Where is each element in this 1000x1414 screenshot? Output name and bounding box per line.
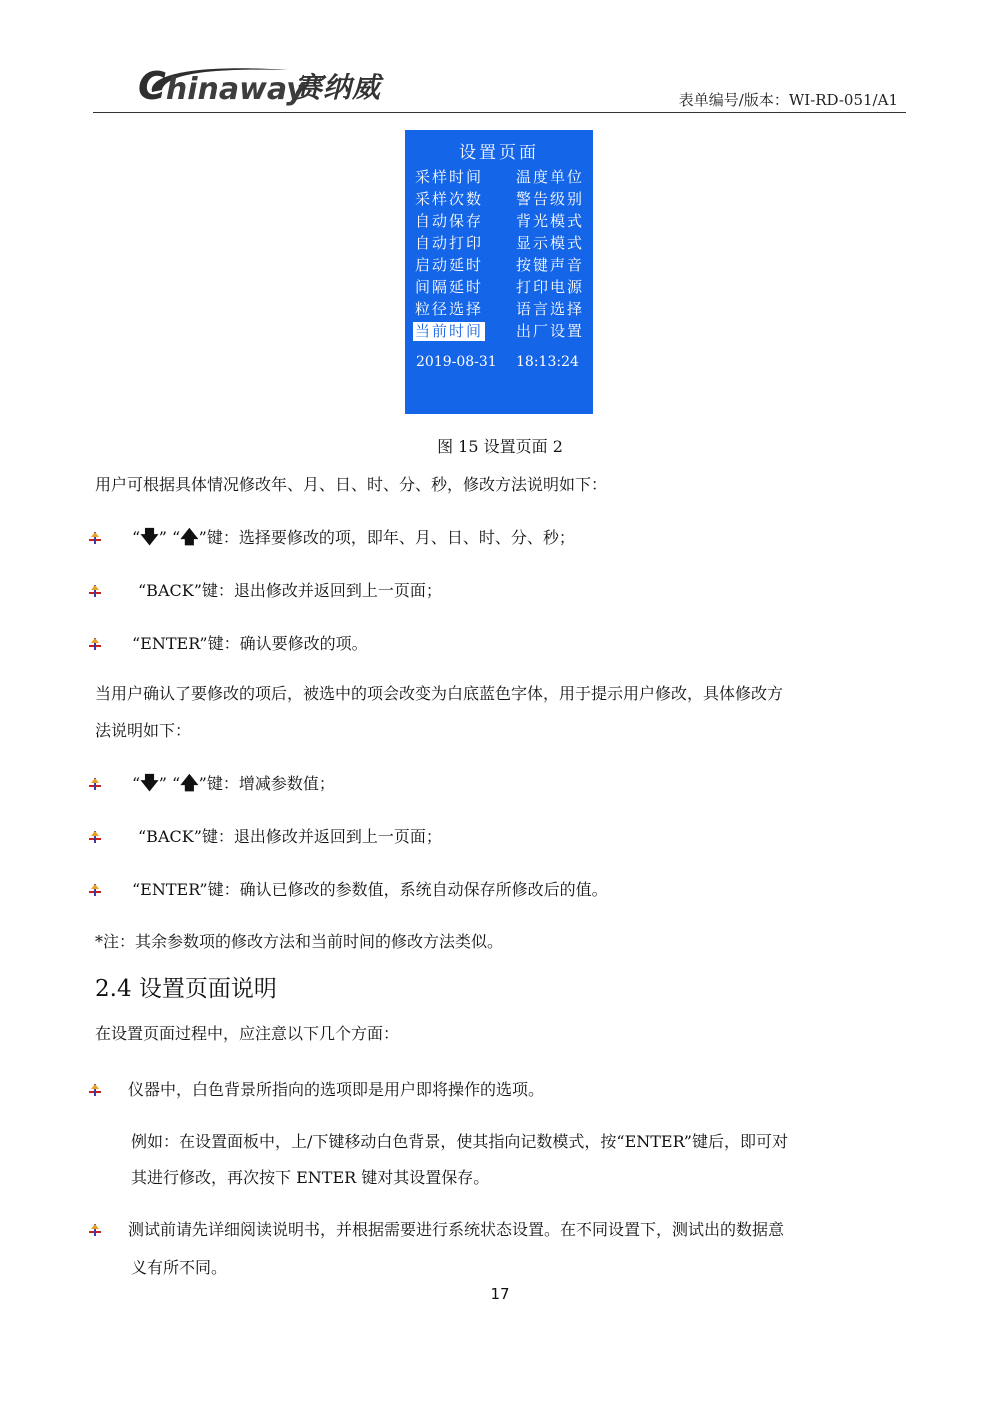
bullet-text: 仪器中，白色背景所指向的选项即是用户即将操作的选项。 bbox=[128, 1080, 545, 1099]
page-number: 17 bbox=[490, 1285, 510, 1303]
paragraph: 在设置页面过程中，应注意以下几个方面： bbox=[95, 1024, 400, 1043]
bullet-text: “BACK”键：退出修改并返回到上一页面； bbox=[138, 827, 442, 846]
menu-item: 打印电源 bbox=[516, 278, 585, 296]
quote: ” “ bbox=[158, 774, 181, 793]
bullet-arrow-icon bbox=[88, 830, 102, 844]
menu-item: 粒径选择 bbox=[415, 300, 484, 318]
bullet-arrow-icon bbox=[88, 1083, 102, 1097]
menu-item: 显示模式 bbox=[516, 234, 585, 252]
quote: “ bbox=[132, 528, 141, 547]
arrow-up-icon: 🡅 bbox=[180, 773, 199, 794]
bullet-arrow-icon bbox=[88, 1223, 102, 1237]
company-logo bbox=[138, 62, 398, 106]
menu-item: 自动保存 bbox=[415, 212, 484, 230]
menu-item: 温度单位 bbox=[516, 168, 585, 186]
quote: ” “ bbox=[158, 528, 181, 547]
figure-caption: 图 15 设置页面 2 bbox=[437, 437, 563, 456]
example-paragraph: 例如：在设置面板中，上/下键移动白色背景，使其指向记数模式，按“ENTER”键后，即可对 bbox=[131, 1132, 788, 1151]
screen-time: 18:13:24 bbox=[516, 354, 579, 370]
logo-chinese: 赛纳威 bbox=[294, 71, 382, 104]
section-heading: 2.4 设置页面说明 bbox=[95, 976, 277, 1002]
bullet-text: 测试前请先详细阅读说明书，并根据需要进行系统状态设置。在不同设置下，测试出的数据意 bbox=[128, 1220, 785, 1239]
screen-title: 设置页面 bbox=[459, 143, 539, 163]
note: *注：其余参数项的修改方法和当前时间的修改方法类似。 bbox=[95, 932, 504, 951]
example-paragraph: 其进行修改，再次按下 ENTER 键对其设置保存。 bbox=[131, 1168, 490, 1187]
menu-item: 间隔延时 bbox=[415, 278, 484, 296]
bullet-label: 键：增减参数值； bbox=[206, 774, 335, 793]
screen-right-column bbox=[514, 166, 586, 342]
screen-date: 2019-08-31 bbox=[416, 354, 497, 370]
bullet-text bbox=[132, 772, 335, 796]
bullet-arrow-icon bbox=[88, 637, 102, 651]
bullet-arrow-icon bbox=[88, 584, 102, 598]
logo-letter-c: C bbox=[138, 64, 166, 108]
bullet-arrow-icon bbox=[88, 883, 102, 897]
paragraph: 法说明如下： bbox=[95, 721, 192, 740]
arrow-down-icon: 🡇 bbox=[140, 773, 159, 794]
bullet-text: “BACK”键：退出修改并返回到上一页面； bbox=[138, 581, 442, 600]
paragraph: 当用户确认了要修改的项后，被选中的项会改变为白底蓝色字体，用于提示用户修改，具体修改方 bbox=[95, 684, 784, 703]
menu-item: 采样时间 bbox=[415, 168, 484, 186]
menu-item: 启动延时 bbox=[415, 256, 484, 274]
menu-item: 采样次数 bbox=[415, 190, 484, 208]
quote: “ bbox=[132, 774, 141, 793]
header-divider bbox=[93, 112, 906, 113]
intro-paragraph: 用户可根据具体情况修改年、月、日、时、分、秒，修改方法说明如下： bbox=[95, 475, 608, 494]
device-settings-screen bbox=[405, 130, 593, 414]
menu-item: 自动打印 bbox=[415, 234, 484, 252]
screen-left-column bbox=[413, 166, 485, 341]
logo-wordmark bbox=[138, 64, 306, 108]
menu-item: 按键声音 bbox=[516, 256, 585, 274]
bullet-text bbox=[132, 526, 575, 550]
arrow-up-icon: 🡅 bbox=[180, 527, 199, 548]
arrow-down-icon: 🡇 bbox=[140, 527, 159, 548]
menu-item: 出厂设置 bbox=[516, 322, 585, 340]
menu-item: 警告级别 bbox=[516, 190, 585, 208]
bullet-text: “ENTER”键：确认要修改的项。 bbox=[132, 634, 368, 653]
form-number: 表单编号/版本：WI-RD-051/A1 bbox=[678, 91, 898, 109]
logo-letters: hinaway bbox=[165, 72, 306, 107]
menu-item: 背光模式 bbox=[516, 212, 585, 230]
menu-item: 语言选择 bbox=[516, 300, 585, 318]
bullet-label: 键：选择要修改的项，即年、月、日、时、分、秒； bbox=[206, 528, 575, 547]
bullet-arrow-icon bbox=[88, 777, 102, 791]
bullet-arrow-icon bbox=[88, 531, 102, 545]
menu-item-selected: 当前时间 bbox=[415, 322, 484, 340]
quote: ” bbox=[198, 528, 207, 547]
bullet-text: “ENTER”键：确认已修改的参数值，系统自动保存所修改后的值。 bbox=[132, 880, 608, 899]
quote: ” bbox=[198, 774, 207, 793]
paragraph-continuation: 义有所不同。 bbox=[131, 1258, 228, 1277]
